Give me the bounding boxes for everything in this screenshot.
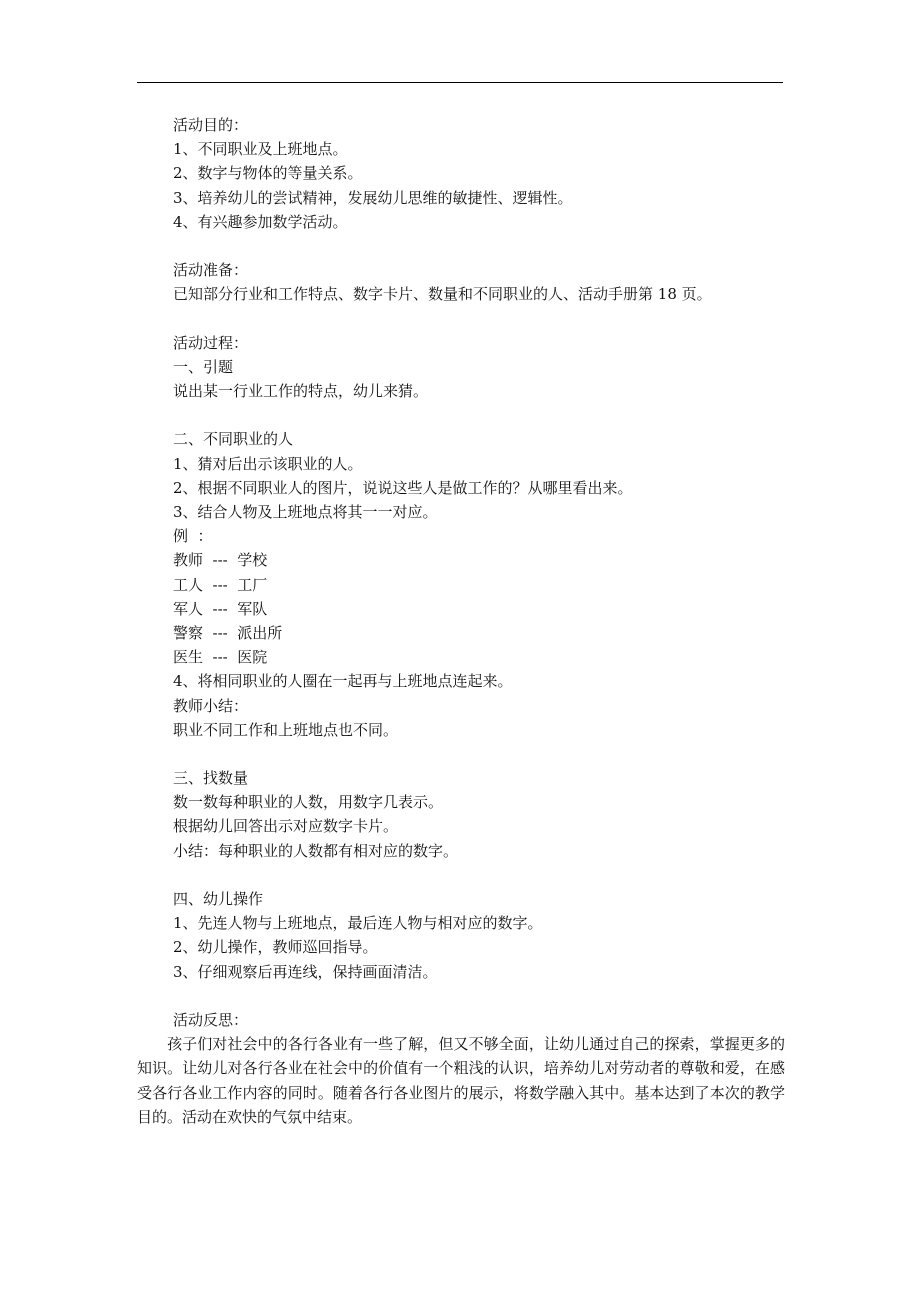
part1-title: 一、引题 [173, 357, 234, 376]
summary-text: 职业不同工作和上班地点也不同。 [173, 720, 399, 739]
part4-item: 1、先连人物与上班地点，最后连人物与相对应的数字。 [173, 914, 543, 933]
example-pair: 教师 --- 学校 [173, 551, 268, 570]
preparation-heading: 活动准备： [173, 261, 249, 280]
example-pair: 工人 --- 工厂 [173, 575, 268, 594]
part4-item: 3、仔细观察后再连线，保持画面清洁。 [173, 962, 438, 981]
part1-text: 说出某一行业工作的特点，幼儿来猜。 [173, 382, 429, 401]
part4-title: 四、幼儿操作 [173, 890, 264, 908]
reflection-paragraph [137, 1032, 785, 1129]
header-rule [137, 82, 783, 83]
part3-line: 根据幼儿回答出示对应数字卡片。 [173, 817, 399, 836]
part2-item: 2、根据不同职业人的图片，说说这些人是做工作的？从哪里看出来。 [173, 478, 633, 497]
part2-item: 3、结合人物及上班地点将其一一对应。 [173, 503, 438, 521]
example-pair: 军人 --- 军队 [173, 599, 268, 618]
part4-item: 2、幼儿操作，教师巡回指导。 [173, 938, 378, 957]
part2-item: 1、猜对后出示该职业的人。 [173, 454, 363, 473]
part3-line: 小结：每种职业的人数都有相对应的数字。 [173, 841, 459, 860]
purpose-item: 1、不同职业及上班地点。 [173, 140, 348, 159]
reflection-heading: 活动反思： [173, 1010, 249, 1029]
preparation-text: 已知部分行业和工作特点、数字卡片、数量和不同职业的人、活动手册第 18 页。 [173, 285, 712, 304]
purpose-item: 2、数字与物体的等量关系。 [173, 164, 363, 183]
part2-title: 二、不同职业的人 [173, 430, 294, 449]
example-label: 例 ： [173, 527, 213, 546]
process-heading: 活动过程： [173, 333, 249, 352]
purpose-item: 4、有兴趣参加数学活动。 [173, 212, 348, 231]
purpose-heading: 活动目的： [173, 116, 249, 134]
part3-title: 三、找数量 [173, 769, 249, 788]
purpose-item: 3、培养幼儿的尝试精神，发展幼儿思维的敏捷性、逻辑性。 [173, 188, 573, 207]
document-body [137, 113, 785, 1129]
example-pair: 警察 --- 派出所 [173, 623, 283, 642]
reflection-text: 孩子们对社会中的各行各业有一些了解，但又不够全面，让幼儿通过自己的探索，掌握更多的知识。让幼儿对各行各业在社会中的价值有一个粗浅的认识，培养幼儿对劳动者的尊敬和爱，在感受各行各业工作内容的同时。随着各行各业图片的展示，将数学融入其中。基本达到了本次的教学目的。活动在欢快的气氛中结束。 [137, 1035, 785, 1126]
summary-label: 教师小结： [173, 696, 249, 715]
example-pair: 医生 --- 医院 [173, 648, 268, 667]
part2-item: 4、将相同职业的人圈在一起再与上班地点连起来。 [173, 672, 513, 691]
part3-line: 数一数每种职业的人数，用数字几表示。 [173, 793, 444, 812]
